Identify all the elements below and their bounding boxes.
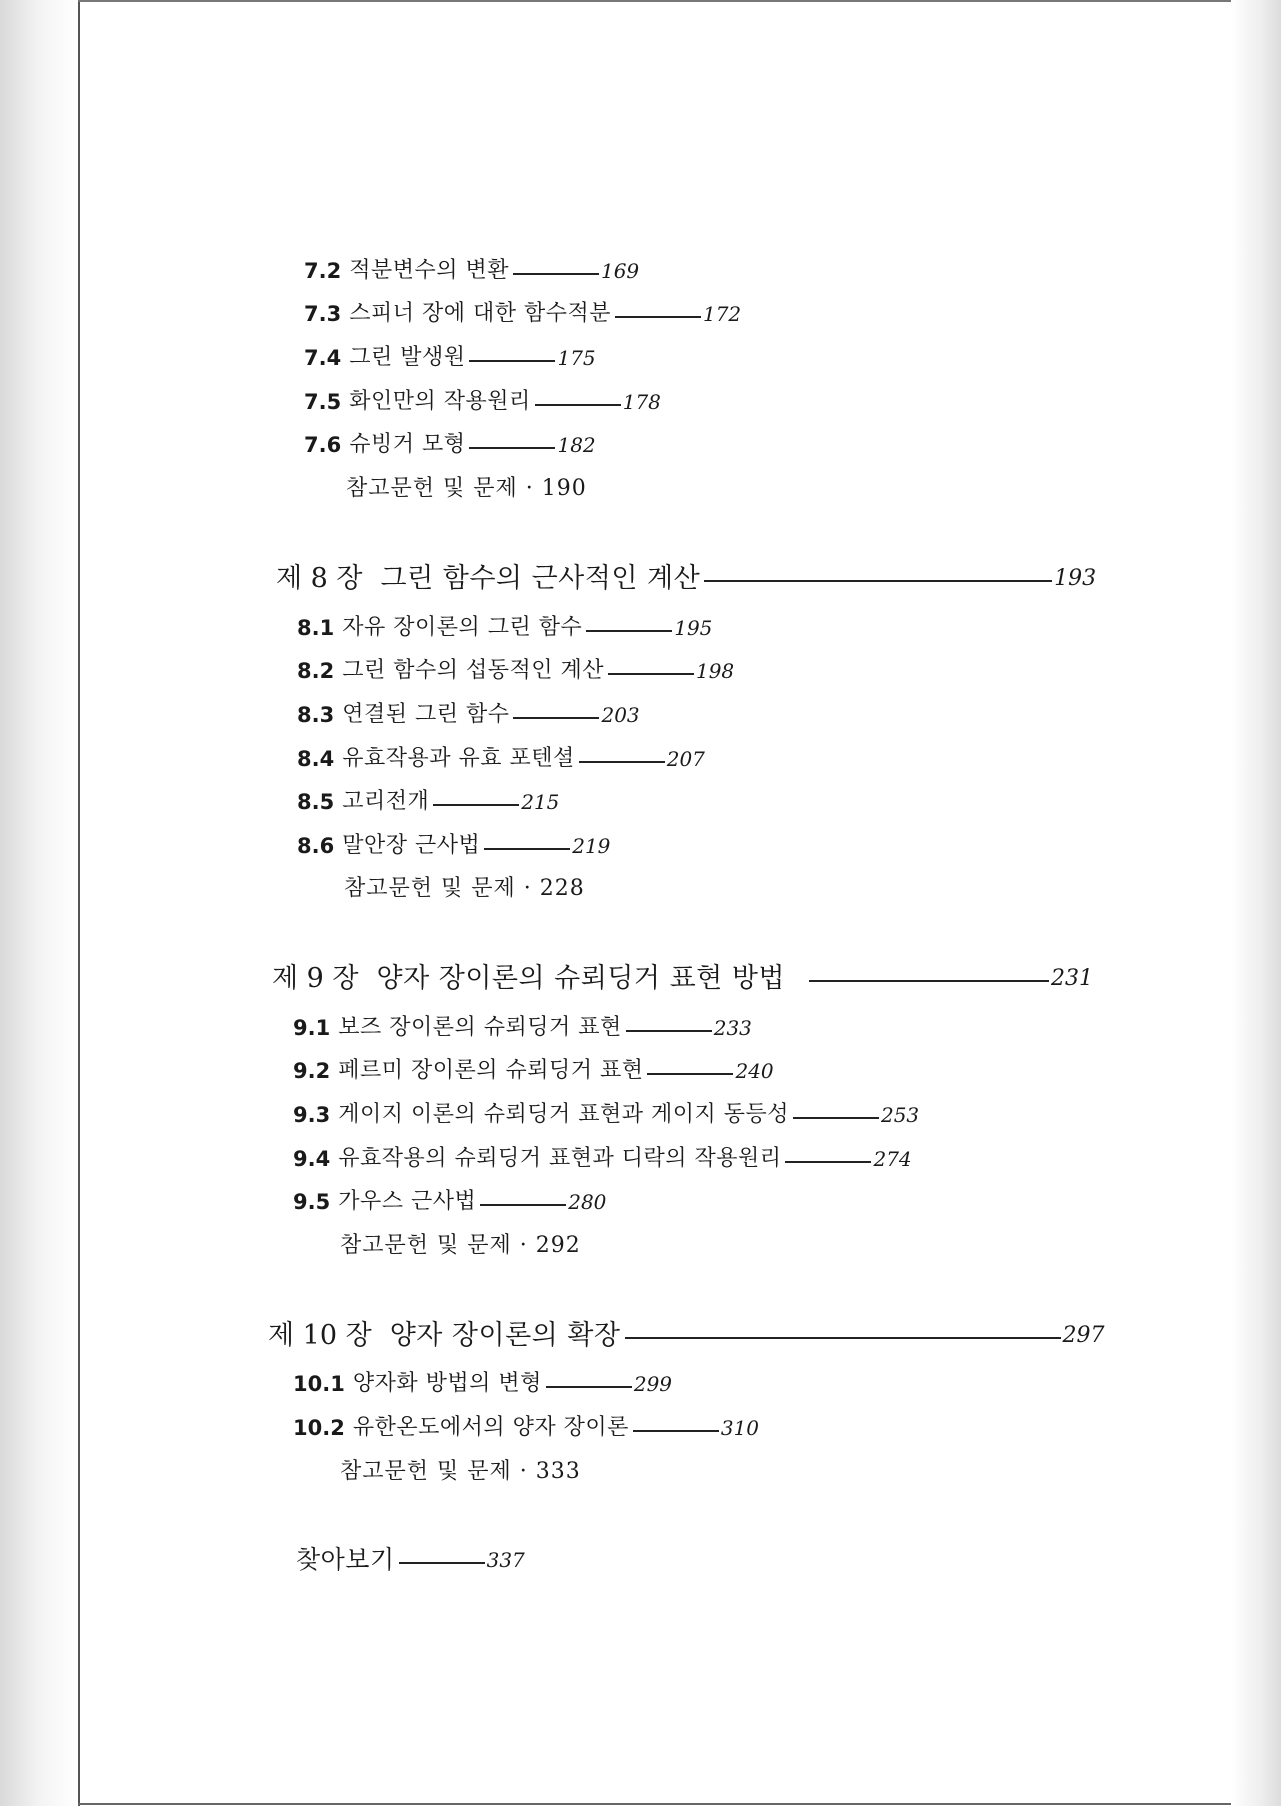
page-number: 337 [486, 1548, 525, 1572]
section-number: 8.1 [297, 616, 335, 640]
page-shadow-right [1231, 0, 1281, 1806]
section-number: 9.3 [293, 1103, 331, 1127]
page-number: 274 [873, 1147, 912, 1171]
leader-line [793, 1117, 879, 1119]
page-number: 207 [666, 747, 705, 771]
section-title: 유효작용과 유효 포텐셜 [342, 746, 575, 771]
page-number: 233 [713, 1016, 752, 1040]
section-title: 그린 함수의 섭동적인 계산 [342, 658, 604, 683]
leader-line [625, 1337, 1061, 1339]
section-number: 7.6 [304, 433, 342, 457]
toc-entry[interactable] [304, 344, 596, 372]
page-number: 175 [557, 346, 596, 370]
references-entry[interactable] [346, 475, 587, 503]
toc-entry[interactable] [293, 1370, 672, 1398]
chapter-label: 제 8 장 [276, 563, 363, 594]
references-label: 참고문헌 및 문제 · 228 [344, 876, 585, 901]
section-number: 8.5 [297, 790, 335, 814]
section-number: 9.2 [293, 1059, 331, 1083]
page-number: 297 [1062, 1323, 1105, 1348]
page-number: 253 [880, 1103, 920, 1127]
chapter-label: 제 9 장 [272, 963, 359, 994]
page-number: 310 [720, 1416, 760, 1440]
page-bottom-edge [78, 1803, 1281, 1805]
page-number: 215 [521, 790, 560, 814]
leader-line [626, 1030, 712, 1032]
section-number: 7.5 [304, 390, 342, 414]
chapter-heading[interactable] [272, 962, 1093, 996]
page-number: 169 [600, 259, 640, 283]
section-number: 7.4 [304, 346, 342, 370]
leader-line [633, 1430, 719, 1432]
references-entry[interactable] [340, 1458, 581, 1486]
leader-line [513, 717, 599, 719]
page-number: 280 [568, 1190, 607, 1214]
chapter-title: 양자 장이론의 확장 [389, 1320, 621, 1351]
toc-entry[interactable] [293, 1145, 912, 1173]
leader-line [579, 761, 665, 763]
toc-entry[interactable] [297, 788, 559, 816]
index-title: 찾아보기 [296, 1545, 395, 1574]
page-number: 198 [695, 659, 735, 683]
toc-entry[interactable] [297, 614, 712, 642]
section-title: 말안장 근사법 [342, 833, 481, 858]
leader-line [513, 273, 599, 275]
section-number: 8.2 [297, 659, 335, 683]
chapter-heading[interactable] [268, 1319, 1105, 1353]
section-number: 9.1 [293, 1016, 331, 1040]
index-entry[interactable] [296, 1546, 525, 1574]
page-top-edge [78, 0, 1281, 2]
leader-line [484, 848, 570, 850]
section-number: 10.1 [293, 1372, 345, 1396]
leader-line [399, 1562, 485, 1564]
section-number: 8.4 [297, 747, 335, 771]
section-title: 연결된 그린 함수 [342, 702, 510, 727]
page-number: 193 [1054, 566, 1097, 591]
section-title: 화인만의 작용원리 [349, 389, 531, 414]
section-number: 9.5 [293, 1190, 331, 1214]
toc-entry[interactable] [304, 300, 741, 328]
leader-line [535, 404, 621, 406]
chapter-label: 제 10 장 [268, 1320, 372, 1351]
toc-entry[interactable] [293, 1414, 759, 1442]
page-number: 299 [633, 1372, 673, 1396]
leader-line [647, 1073, 733, 1075]
section-title: 슈빙거 모형 [349, 432, 466, 457]
leader-line [615, 316, 701, 318]
references-label: 참고문헌 및 문제 · 333 [340, 1459, 581, 1484]
leader-line [469, 360, 555, 362]
section-title: 적분변수의 변환 [349, 258, 509, 283]
page-number: 203 [601, 703, 640, 727]
section-number: 8.3 [297, 703, 335, 727]
section-title: 자유 장이론의 그린 함수 [342, 615, 583, 640]
section-title: 유효작용의 슈뢰딩거 표현과 디락의 작용원리 [338, 1146, 782, 1171]
chapter-heading[interactable] [276, 562, 1096, 596]
section-title: 고리전개 [342, 789, 430, 814]
section-title: 스피너 장에 대한 함수적분 [349, 301, 611, 326]
page-shadow-left [0, 0, 80, 1806]
page-number: 219 [572, 834, 611, 858]
chapter-title: 그린 함수의 근사적인 계산 [380, 563, 701, 594]
toc-entry[interactable] [293, 1188, 606, 1216]
section-number: 7.2 [304, 259, 342, 283]
leader-line [586, 630, 672, 632]
section-number: 10.2 [293, 1416, 345, 1440]
section-number: 7.3 [304, 302, 342, 326]
page-number: 172 [702, 302, 742, 326]
section-title: 가우스 근사법 [338, 1189, 477, 1214]
toc-entry[interactable] [293, 1101, 919, 1129]
section-title: 보즈 장이론의 슈뢰딩거 표현 [338, 1015, 622, 1040]
page-number: 231 [1051, 966, 1093, 991]
section-title: 그린 발생원 [349, 345, 466, 370]
section-title: 페르미 장이론의 슈뢰딩거 표현 [338, 1058, 644, 1083]
page-edge-left [78, 0, 80, 1806]
section-number: 9.4 [293, 1147, 331, 1171]
toc-entry[interactable] [304, 431, 596, 459]
references-entry[interactable] [340, 1232, 581, 1260]
page-number: 182 [557, 433, 596, 457]
leader-line [785, 1161, 871, 1163]
section-title: 양자화 방법의 변형 [352, 1371, 542, 1396]
references-entry[interactable] [344, 875, 585, 903]
page-number: 195 [674, 616, 713, 640]
leader-line [433, 804, 519, 806]
section-title: 게이지 이론의 슈뢰딩거 표현과 게이지 동등성 [338, 1102, 789, 1127]
leader-line [546, 1386, 632, 1388]
leader-line [809, 980, 1049, 982]
toc-entry[interactable] [304, 388, 661, 416]
toc-entry[interactable] [304, 257, 639, 285]
toc-entry[interactable] [297, 832, 610, 860]
leader-line [480, 1204, 566, 1206]
toc-entry[interactable] [293, 1057, 774, 1085]
section-title: 유한온도에서의 양자 장이론 [352, 1415, 629, 1440]
toc-entry[interactable] [293, 1014, 752, 1042]
toc-entry[interactable] [297, 745, 705, 773]
section-number: 8.6 [297, 834, 335, 858]
chapter-title: 양자 장이론의 슈뢰딩거 표현 방법 [376, 963, 785, 994]
toc-entry[interactable] [297, 701, 640, 729]
leader-line [608, 673, 694, 675]
references-label: 참고문헌 및 문제 · 190 [346, 476, 587, 501]
page-number: 240 [735, 1059, 774, 1083]
toc-entry[interactable] [297, 657, 734, 685]
references-label: 참고문헌 및 문제 · 292 [340, 1233, 581, 1258]
leader-line [704, 580, 1052, 582]
leader-line [469, 447, 555, 449]
page-number: 178 [622, 390, 661, 414]
